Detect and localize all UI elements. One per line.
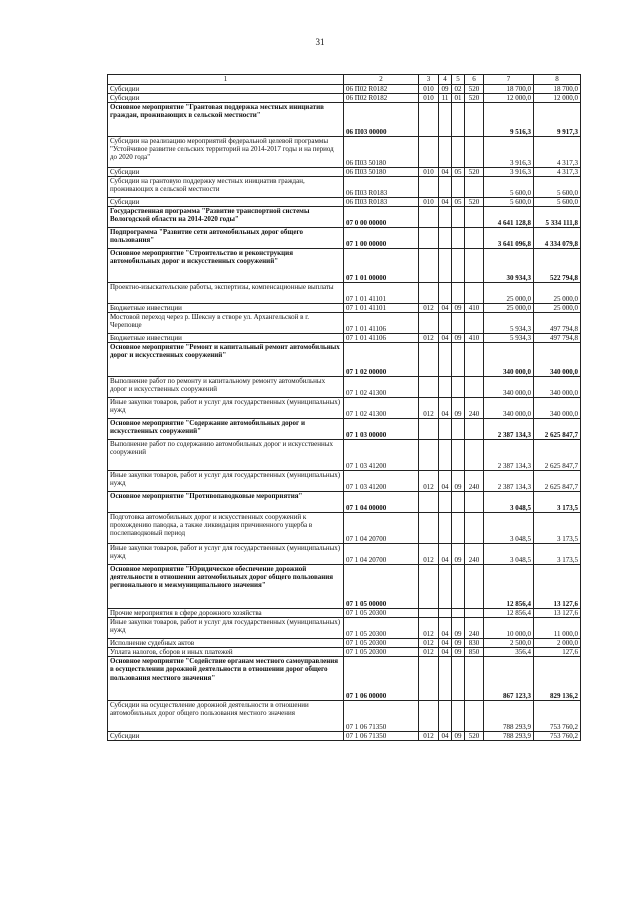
row-ministry-cell	[419, 137, 439, 168]
table-row	[108, 701, 581, 732]
row-name-cell: Подпрограмма "Развитие сети автомобильных дорог общего пользования"	[108, 228, 344, 249]
row-section-cell	[439, 657, 452, 701]
row-expense-type-cell	[465, 283, 484, 304]
row-code-cell: 07 1 02 41300	[344, 398, 419, 419]
row-ministry-cell	[419, 177, 439, 198]
table-row	[108, 334, 581, 343]
row-code-cell: 07 1 04 20700	[344, 513, 419, 544]
row-section-cell	[439, 513, 452, 544]
row-subsection-cell: 09	[452, 618, 465, 639]
table-row	[108, 618, 581, 639]
table-row	[108, 94, 581, 103]
table-row	[108, 639, 581, 648]
row-code-cell: 07 1 01 41106	[344, 334, 419, 343]
row-amount-year2-cell: 3 173,5	[534, 513, 581, 544]
row-name-cell: Выполнение работ по содержанию автомобильных дорог и искусственных сооружений	[108, 440, 344, 471]
row-amount-year1-cell: 25 000,0	[484, 304, 534, 313]
row-code-cell: 07 1 01 41101	[344, 304, 419, 313]
table-row	[108, 313, 581, 334]
row-expense-type-cell	[465, 137, 484, 168]
row-expense-type-cell	[465, 207, 484, 228]
row-subsection-cell: 05	[452, 198, 465, 207]
table-row	[108, 609, 581, 618]
row-subsection-cell: 05	[452, 168, 465, 177]
row-expense-type-cell	[465, 565, 484, 609]
table-row	[108, 137, 581, 168]
column-header: 2	[344, 75, 419, 85]
row-expense-type-cell: 410	[465, 334, 484, 343]
row-name-cell: Уплата налогов, сборов и иных платежей	[108, 648, 344, 657]
row-subsection-cell	[452, 492, 465, 513]
row-code-cell: 07 1 00 00000	[344, 228, 419, 249]
row-name-cell: Субсидии	[108, 168, 344, 177]
row-subsection-cell	[452, 283, 465, 304]
row-expense-type-cell: 410	[465, 304, 484, 313]
row-section-cell	[439, 207, 452, 228]
row-ministry-cell	[419, 103, 439, 137]
row-subsection-cell	[452, 377, 465, 398]
row-amount-year1-cell: 788 293,9	[484, 732, 534, 741]
row-code-cell: 06 П03 50180	[344, 137, 419, 168]
row-code-cell: 07 1 04 20700	[344, 544, 419, 565]
table-row	[108, 732, 581, 741]
row-expense-type-cell	[465, 103, 484, 137]
row-amount-year2-cell: 2 625 847,7	[534, 471, 581, 492]
row-subsection-cell	[452, 419, 465, 440]
row-section-cell	[439, 249, 452, 283]
row-code-cell: 07 1 05 20300	[344, 639, 419, 648]
row-section-cell	[439, 283, 452, 304]
row-subsection-cell	[452, 313, 465, 334]
row-amount-year1-cell: 788 293,9	[484, 701, 534, 732]
row-subsection-cell	[452, 249, 465, 283]
row-amount-year2-cell: 753 760,2	[534, 701, 581, 732]
row-amount-year2-cell: 9 917,3	[534, 103, 581, 137]
row-section-cell	[439, 701, 452, 732]
table-row	[108, 283, 581, 304]
row-code-cell: 07 1 05 20300	[344, 609, 419, 618]
table-row	[108, 544, 581, 565]
row-amount-year1-cell: 5 600,0	[484, 177, 534, 198]
row-section-cell: 04	[439, 198, 452, 207]
row-expense-type-cell	[465, 609, 484, 618]
row-ministry-cell	[419, 492, 439, 513]
row-amount-year1-cell: 356,4	[484, 648, 534, 657]
row-amount-year2-cell: 829 136,2	[534, 657, 581, 701]
row-section-cell: 09	[439, 85, 452, 94]
row-subsection-cell	[452, 207, 465, 228]
row-section-cell: 04	[439, 618, 452, 639]
row-ministry-cell: 012	[419, 304, 439, 313]
row-section-cell	[439, 492, 452, 513]
row-name-cell: Основное мероприятие "Грантовая поддержка местных инициатив граждан, проживающих в сельской местности"	[108, 103, 344, 137]
row-amount-year2-cell: 3 173,5	[534, 492, 581, 513]
row-code-cell: 07 1 05 20300	[344, 648, 419, 657]
row-name-cell: Субсидии на осуществление дорожной деятельности в отношении автомобильных дорог общего пользования местного значения	[108, 701, 344, 732]
row-amount-year2-cell: 340 000,0	[534, 398, 581, 419]
row-name-cell: Субсидии	[108, 85, 344, 94]
row-section-cell	[439, 343, 452, 377]
column-header: 4	[439, 75, 452, 85]
row-code-cell: 06 П02 R0182	[344, 85, 419, 94]
row-subsection-cell	[452, 177, 465, 198]
row-amount-year1-cell: 30 934,3	[484, 249, 534, 283]
row-ministry-cell: 010	[419, 168, 439, 177]
row-code-cell: 07 1 06 71350	[344, 732, 419, 741]
row-amount-year1-cell: 340 000,0	[484, 398, 534, 419]
row-expense-type-cell: 520	[465, 732, 484, 741]
row-amount-year1-cell: 3 048,5	[484, 492, 534, 513]
row-amount-year2-cell: 2 625 847,7	[534, 440, 581, 471]
row-subsection-cell	[452, 609, 465, 618]
column-header: 5	[452, 75, 465, 85]
row-expense-type-cell: 850	[465, 648, 484, 657]
row-amount-year1-cell: 2 387 134,3	[484, 440, 534, 471]
row-section-cell: 04	[439, 304, 452, 313]
row-expense-type-cell: 520	[465, 85, 484, 94]
row-section-cell: 11	[439, 94, 452, 103]
row-amount-year2-cell: 25 000,0	[534, 304, 581, 313]
budget-table	[107, 74, 581, 741]
row-amount-year2-cell: 5 600,0	[534, 177, 581, 198]
row-amount-year2-cell: 5 334 111,8	[534, 207, 581, 228]
row-amount-year2-cell: 2 625 847,7	[534, 419, 581, 440]
row-section-cell	[439, 103, 452, 137]
table-row	[108, 249, 581, 283]
row-amount-year2-cell: 127,6	[534, 648, 581, 657]
row-ministry-cell	[419, 207, 439, 228]
row-section-cell	[439, 177, 452, 198]
row-section-cell	[439, 313, 452, 334]
row-section-cell: 04	[439, 639, 452, 648]
row-expense-type-cell	[465, 657, 484, 701]
row-amount-year2-cell: 11 000,0	[534, 618, 581, 639]
row-expense-type-cell: 240	[465, 471, 484, 492]
row-amount-year1-cell: 3 048,5	[484, 513, 534, 544]
column-header: 6	[465, 75, 484, 85]
row-name-cell: Подготовка автомобильных дорог и искусственных сооружений к прохождению паводка, а также ликвидация причиненного ущерба в послепаводковый период	[108, 513, 344, 544]
row-section-cell: 04	[439, 648, 452, 657]
row-subsection-cell	[452, 103, 465, 137]
row-ministry-cell	[419, 283, 439, 304]
row-section-cell: 04	[439, 398, 452, 419]
row-code-cell: 07 1 03 00000	[344, 419, 419, 440]
row-name-cell: Субсидии на реализацию мероприятий федеральной целевой программы "Устойчивое развитие сельских территорий на 2014-2017 годы и на период до 2020 года"	[108, 137, 344, 168]
row-amount-year1-cell: 3 916,3	[484, 168, 534, 177]
row-subsection-cell	[452, 343, 465, 377]
row-name-cell: Субсидии на грантовую поддержку местных инициатив граждан, проживающих в сельской местности	[108, 177, 344, 198]
row-expense-type-cell	[465, 343, 484, 377]
table-row	[108, 228, 581, 249]
row-amount-year1-cell: 25 000,0	[484, 283, 534, 304]
row-expense-type-cell	[465, 492, 484, 513]
row-code-cell: 07 1 06 71350	[344, 701, 419, 732]
row-ministry-cell: 012	[419, 398, 439, 419]
row-code-cell: 07 1 05 00000	[344, 565, 419, 609]
row-amount-year1-cell: 4 641 128,8	[484, 207, 534, 228]
row-name-cell: Мостовой переход через р. Шексну в створе ул. Архангельской в г. Череповце	[108, 313, 344, 334]
row-code-cell: 07 1 01 00000	[344, 249, 419, 283]
row-subsection-cell	[452, 657, 465, 701]
row-section-cell	[439, 377, 452, 398]
row-code-cell: 06 П03 R0183	[344, 198, 419, 207]
table-row	[108, 207, 581, 228]
row-name-cell: Субсидии	[108, 94, 344, 103]
row-subsection-cell	[452, 440, 465, 471]
row-subsection-cell: 02	[452, 85, 465, 94]
row-name-cell: Субсидии	[108, 198, 344, 207]
row-name-cell: Основное мероприятие "Содействие органам местного самоуправления в осуществлении дорожной деятельности в отношении дорог общего пользования местного значения"	[108, 657, 344, 701]
row-amount-year1-cell: 340 000,0	[484, 377, 534, 398]
table-row	[108, 565, 581, 609]
row-expense-type-cell	[465, 177, 484, 198]
row-expense-type-cell	[465, 313, 484, 334]
row-amount-year2-cell: 13 127,6	[534, 609, 581, 618]
row-subsection-cell: 09	[452, 471, 465, 492]
row-section-cell	[439, 609, 452, 618]
row-amount-year2-cell: 497 794,8	[534, 334, 581, 343]
row-name-cell: Прочие мероприятия в сфере дорожного хозяйства	[108, 609, 344, 618]
row-ministry-cell: 012	[419, 471, 439, 492]
row-name-cell: Иные закупки товаров, работ и услуг для государственных (муниципальных) нужд	[108, 544, 344, 565]
row-section-cell	[439, 228, 452, 249]
column-header: 1	[108, 75, 344, 85]
row-expense-type-cell	[465, 377, 484, 398]
row-subsection-cell	[452, 228, 465, 249]
row-amount-year2-cell: 3 173,5	[534, 544, 581, 565]
row-code-cell: 07 1 06 00000	[344, 657, 419, 701]
row-subsection-cell	[452, 701, 465, 732]
row-ministry-cell	[419, 228, 439, 249]
row-amount-year2-cell: 12 000,0	[534, 94, 581, 103]
row-ministry-cell	[419, 377, 439, 398]
row-ministry-cell	[419, 513, 439, 544]
table-row	[108, 398, 581, 419]
row-code-cell: 07 1 05 20300	[344, 618, 419, 639]
table-row	[108, 177, 581, 198]
row-name-cell: Иные закупки товаров, работ и услуг для государственных (муниципальных) нужд	[108, 471, 344, 492]
row-expense-type-cell: 830	[465, 639, 484, 648]
row-amount-year2-cell: 2 000,0	[534, 639, 581, 648]
row-name-cell: Субсидии	[108, 732, 344, 741]
row-amount-year2-cell: 522 794,8	[534, 249, 581, 283]
row-expense-type-cell: 520	[465, 94, 484, 103]
row-amount-year2-cell: 4 317,3	[534, 137, 581, 168]
row-expense-type-cell	[465, 513, 484, 544]
row-ministry-cell	[419, 419, 439, 440]
row-name-cell: Бюджетные инвестиции	[108, 304, 344, 313]
table-row	[108, 419, 581, 440]
row-section-cell: 04	[439, 334, 452, 343]
page-number: 31	[315, 37, 325, 47]
row-section-cell: 04	[439, 168, 452, 177]
row-expense-type-cell: 240	[465, 544, 484, 565]
column-header: 7	[484, 75, 534, 85]
row-code-cell: 06 П03 00000	[344, 103, 419, 137]
row-amount-year2-cell: 340 000,0	[534, 343, 581, 377]
row-expense-type-cell: 520	[465, 168, 484, 177]
row-amount-year1-cell: 3 641 096,8	[484, 228, 534, 249]
table-row	[108, 377, 581, 398]
row-name-cell: Основное мероприятие "Юридическое обеспечение дорожной деятельности в отношении автомобильных дорог общего пользования регионального и межмуниципального значения"	[108, 565, 344, 609]
row-expense-type-cell	[465, 228, 484, 249]
row-code-cell: 06 П03 R0183	[344, 177, 419, 198]
row-amount-year2-cell: 25 000,0	[534, 283, 581, 304]
row-section-cell	[439, 137, 452, 168]
row-amount-year2-cell: 753 760,2	[534, 732, 581, 741]
row-expense-type-cell	[465, 701, 484, 732]
row-name-cell: Основное мероприятие "Строительство и реконструкция автомобильных дорог и искусственных сооружений"	[108, 249, 344, 283]
row-code-cell: 06 П03 50180	[344, 168, 419, 177]
row-code-cell: 07 1 01 41101	[344, 283, 419, 304]
table-row	[108, 657, 581, 701]
row-code-cell: 07 1 02 00000	[344, 343, 419, 377]
row-section-cell: 04	[439, 471, 452, 492]
table-row	[108, 343, 581, 377]
row-expense-type-cell: 240	[465, 398, 484, 419]
row-amount-year1-cell: 18 700,0	[484, 85, 534, 94]
row-amount-year1-cell: 2 387 134,3	[484, 471, 534, 492]
row-ministry-cell: 012	[419, 639, 439, 648]
table-row	[108, 168, 581, 177]
row-amount-year1-cell: 5 600,0	[484, 198, 534, 207]
table-header-row	[108, 75, 581, 85]
row-subsection-cell: 09	[452, 398, 465, 419]
row-ministry-cell: 010	[419, 198, 439, 207]
row-amount-year1-cell: 3 048,5	[484, 544, 534, 565]
row-expense-type-cell	[465, 419, 484, 440]
row-amount-year1-cell: 9 516,3	[484, 103, 534, 137]
row-ministry-cell	[419, 249, 439, 283]
table-row	[108, 304, 581, 313]
row-code-cell: 07 0 00 00000	[344, 207, 419, 228]
row-subsection-cell: 09	[452, 639, 465, 648]
column-header: 3	[419, 75, 439, 85]
row-amount-year1-cell: 3 916,3	[484, 137, 534, 168]
row-subsection-cell: 09	[452, 334, 465, 343]
row-amount-year1-cell: 5 934,3	[484, 334, 534, 343]
row-subsection-cell: 09	[452, 544, 465, 565]
table-row	[108, 103, 581, 137]
row-amount-year1-cell: 12 856,4	[484, 609, 534, 618]
row-amount-year1-cell: 2 387 134,3	[484, 419, 534, 440]
row-ministry-cell: 012	[419, 732, 439, 741]
row-amount-year1-cell: 2 500,0	[484, 639, 534, 648]
table-row	[108, 648, 581, 657]
row-ministry-cell	[419, 609, 439, 618]
row-subsection-cell	[452, 565, 465, 609]
row-name-cell: Проектно-изыскательские работы, экспертизы, компенсационные выплаты	[108, 283, 344, 304]
row-section-cell	[439, 419, 452, 440]
row-expense-type-cell: 520	[465, 198, 484, 207]
row-code-cell: 07 1 03 41200	[344, 471, 419, 492]
row-amount-year2-cell: 340 000,0	[534, 377, 581, 398]
row-name-cell: Выполнение работ по ремонту и капитальному ремонту автомобильных дорог и искусственных сооружений	[108, 377, 344, 398]
row-ministry-cell: 010	[419, 85, 439, 94]
row-amount-year1-cell: 5 934,3	[484, 313, 534, 334]
row-amount-year1-cell: 12 856,4	[484, 565, 534, 609]
row-ministry-cell: 012	[419, 544, 439, 565]
row-expense-type-cell	[465, 440, 484, 471]
row-name-cell: Бюджетные инвестиции	[108, 334, 344, 343]
row-section-cell: 04	[439, 544, 452, 565]
column-header: 8	[534, 75, 581, 85]
row-ministry-cell	[419, 657, 439, 701]
row-amount-year2-cell: 4 334 079,8	[534, 228, 581, 249]
table-row	[108, 440, 581, 471]
row-amount-year1-cell: 340 000,0	[484, 343, 534, 377]
row-ministry-cell	[419, 565, 439, 609]
row-section-cell	[439, 440, 452, 471]
row-expense-type-cell: 240	[465, 618, 484, 639]
row-code-cell: 06 П02 R0182	[344, 94, 419, 103]
row-subsection-cell: 01	[452, 94, 465, 103]
row-amount-year2-cell: 497 794,8	[534, 313, 581, 334]
row-name-cell: Основное мероприятие "Содержание автомобильных дорог и искусственных сооружений"	[108, 419, 344, 440]
row-amount-year2-cell: 4 317,3	[534, 168, 581, 177]
row-name-cell: Иные закупки товаров, работ и услуг для государственных (муниципальных) нужд	[108, 398, 344, 419]
row-amount-year2-cell: 18 700,0	[534, 85, 581, 94]
row-ministry-cell	[419, 440, 439, 471]
row-subsection-cell	[452, 137, 465, 168]
table-row	[108, 492, 581, 513]
row-ministry-cell	[419, 313, 439, 334]
row-amount-year1-cell: 867 123,3	[484, 657, 534, 701]
row-name-cell: Государственная программа "Развитие транспортной системы Вологодской области на 2014-2020 годы"	[108, 207, 344, 228]
row-ministry-cell: 012	[419, 618, 439, 639]
table-row	[108, 198, 581, 207]
row-ministry-cell	[419, 701, 439, 732]
row-amount-year1-cell: 10 000,0	[484, 618, 534, 639]
row-subsection-cell: 09	[452, 648, 465, 657]
table-row	[108, 513, 581, 544]
row-subsection-cell: 09	[452, 304, 465, 313]
row-subsection-cell	[452, 513, 465, 544]
row-code-cell: 07 1 01 41106	[344, 313, 419, 334]
row-amount-year1-cell: 12 000,0	[484, 94, 534, 103]
row-ministry-cell	[419, 343, 439, 377]
row-expense-type-cell	[465, 249, 484, 283]
row-name-cell: Исполнение судебных актов	[108, 639, 344, 648]
row-code-cell: 07 1 02 41300	[344, 377, 419, 398]
row-ministry-cell: 010	[419, 94, 439, 103]
row-section-cell	[439, 565, 452, 609]
table-row	[108, 85, 581, 94]
row-section-cell: 04	[439, 732, 452, 741]
table-row	[108, 471, 581, 492]
row-name-cell: Основное мероприятие "Ремонт и капитальный ремонт автомобильных дорог и искусственных сооружений"	[108, 343, 344, 377]
row-code-cell: 07 1 03 41200	[344, 440, 419, 471]
row-code-cell: 07 1 04 00000	[344, 492, 419, 513]
row-name-cell: Основное мероприятие "Противопаводковые мероприятия"	[108, 492, 344, 513]
row-subsection-cell: 09	[452, 732, 465, 741]
row-ministry-cell: 012	[419, 334, 439, 343]
row-ministry-cell: 012	[419, 648, 439, 657]
row-name-cell: Иные закупки товаров, работ и услуг для государственных (муниципальных) нужд	[108, 618, 344, 639]
row-amount-year2-cell: 5 600,0	[534, 198, 581, 207]
row-amount-year2-cell: 13 127,6	[534, 565, 581, 609]
